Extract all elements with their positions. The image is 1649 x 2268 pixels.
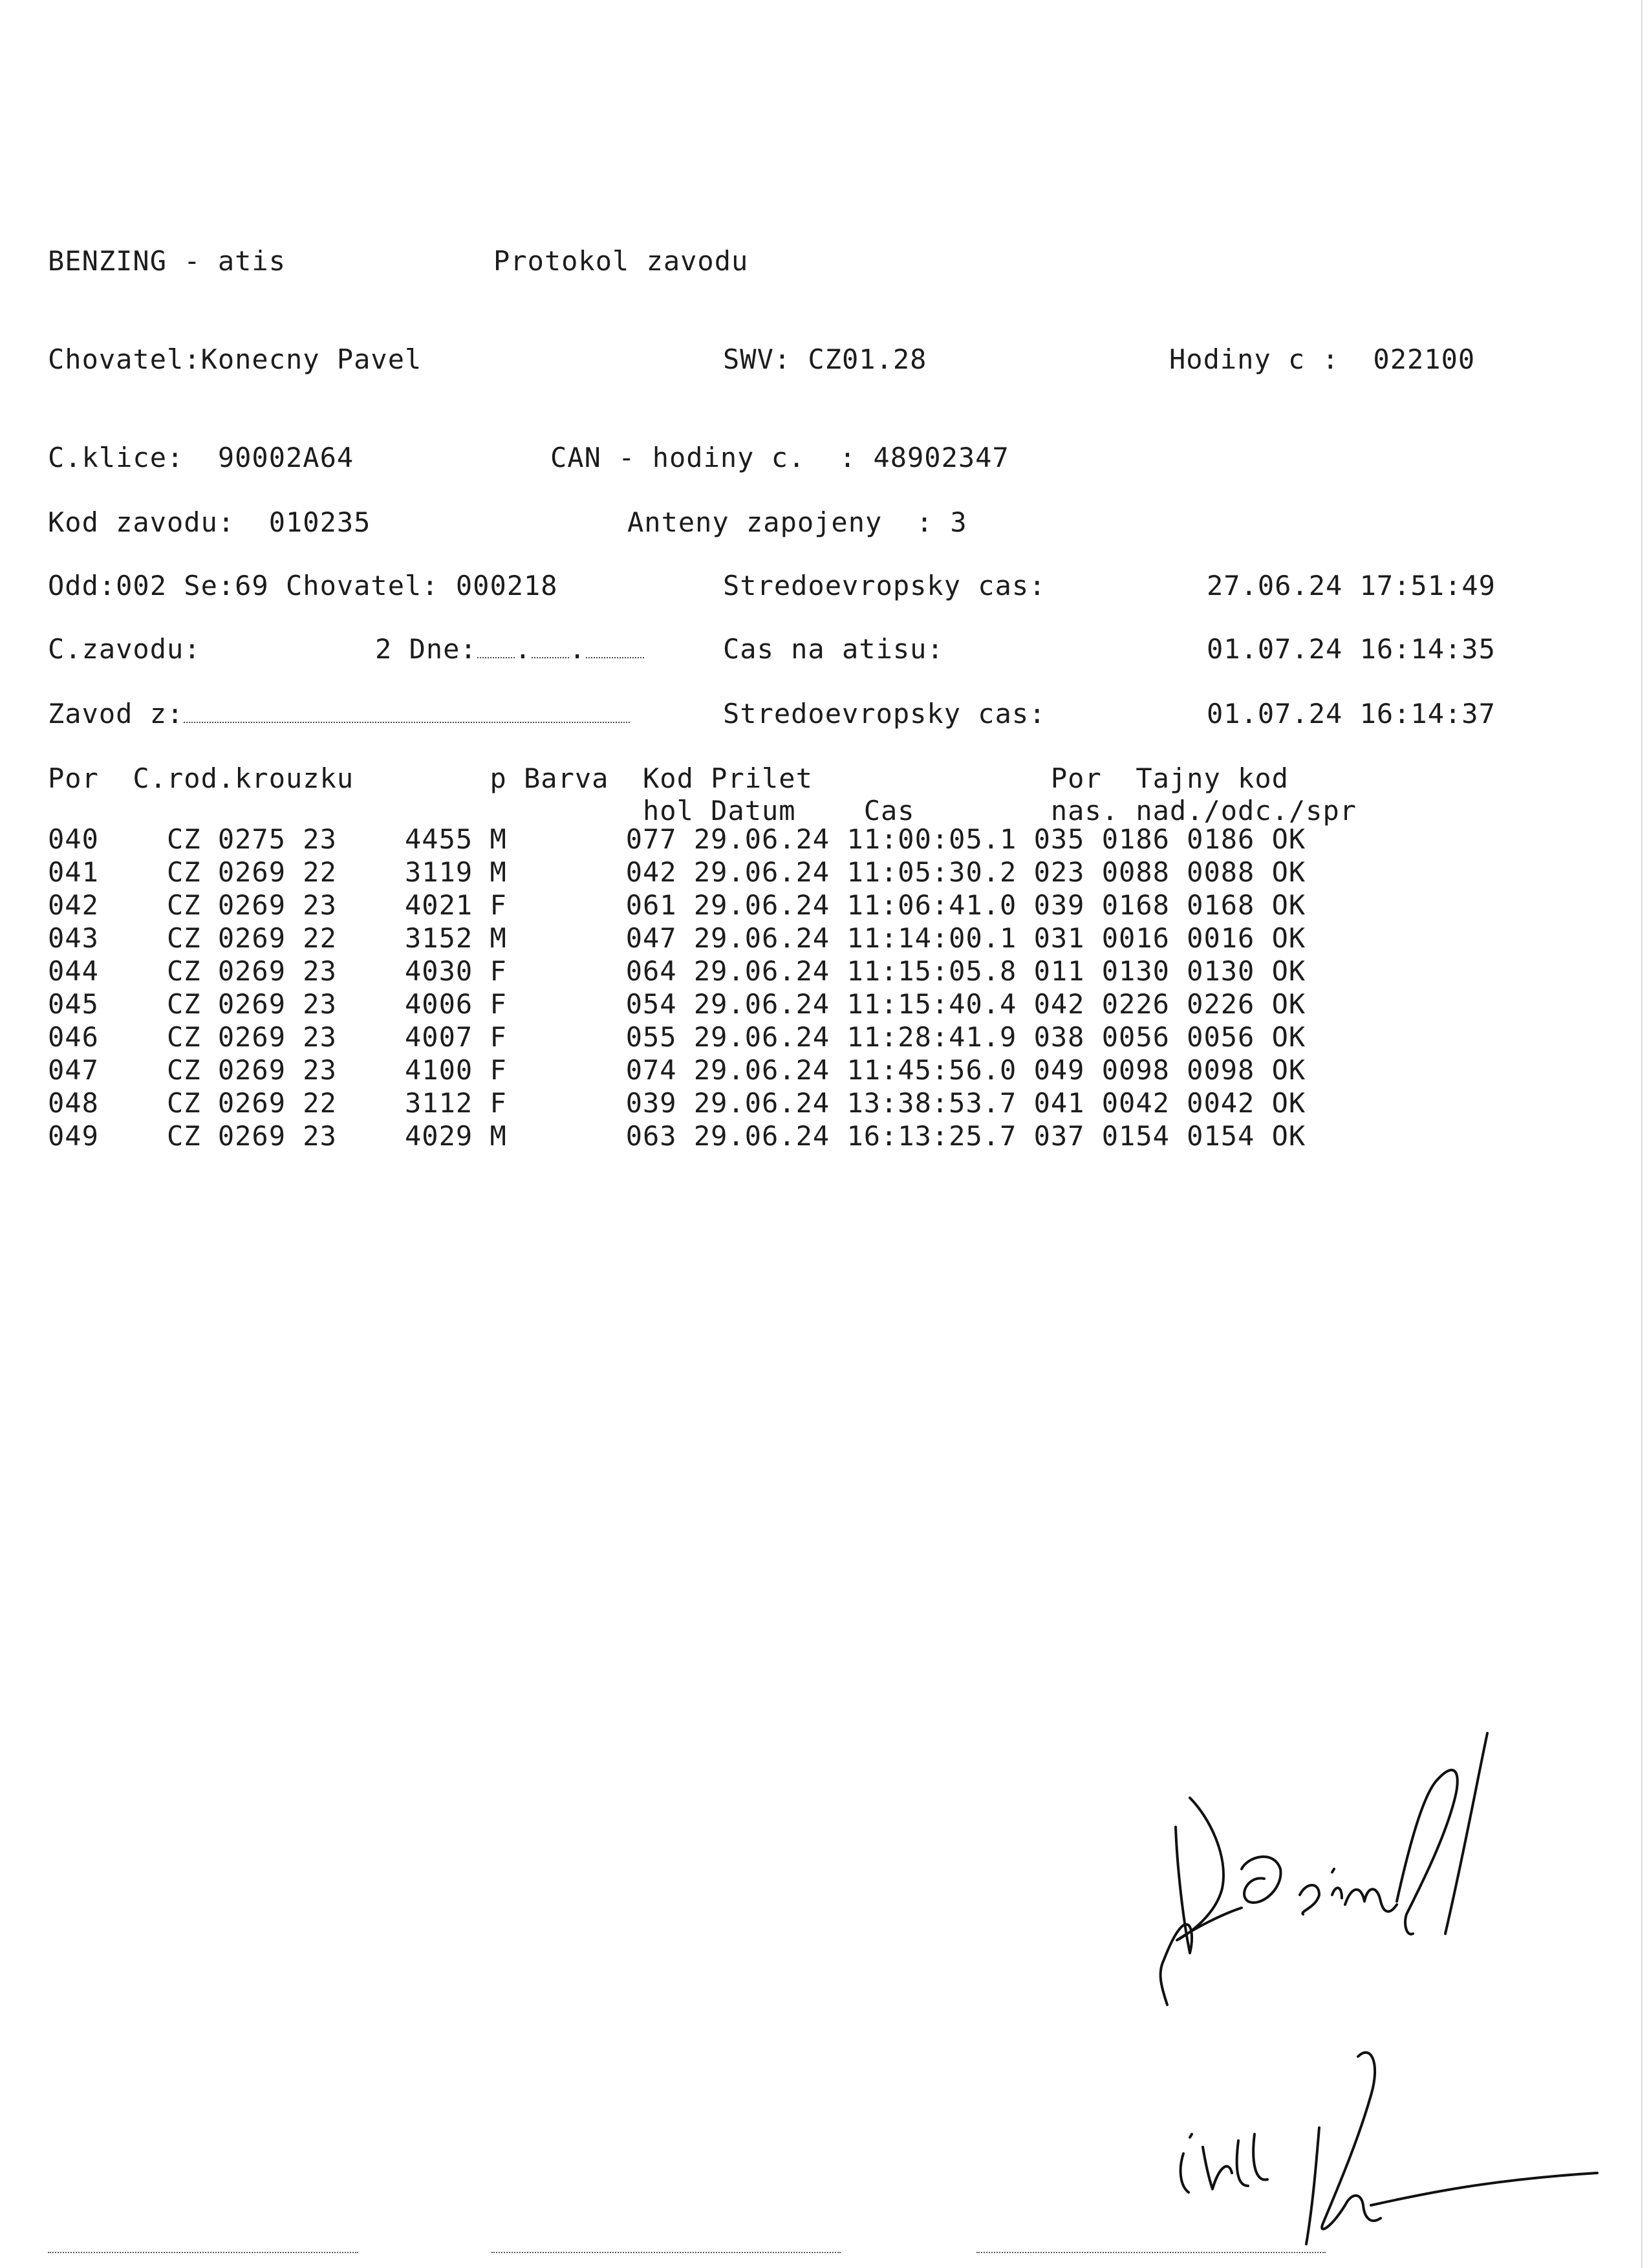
atis-time-value: 01.07.24 16:14:35 [1207, 633, 1496, 665]
race-number-label: C.zavodu: [48, 633, 201, 665]
table-row: 046 CZ 0269 23 4007 F 055 29.06.24 11:28:41.9 038 0056 0056 OK [48, 1021, 1306, 1053]
table-row: 049 CZ 0269 23 4029 M 063 29.06.24 16:13:25.7 037 0154 0154 OK [48, 1120, 1306, 1152]
system-name: BENZING - atis [48, 245, 286, 277]
signature-line-3 [976, 2252, 1326, 2253]
cet-label-1: Stredoevropsky cas: [723, 570, 1046, 601]
date-day-blank [477, 638, 515, 658]
race-code: Kod zavodu: 010235 [48, 506, 371, 538]
race-from-blank [184, 702, 630, 723]
cet-label-2: Stredoevropsky cas: [723, 698, 1046, 729]
antenna-count: Anteny zapojeny : 3 [627, 506, 967, 538]
signature-line-2 [491, 2252, 841, 2253]
table-row: 044 CZ 0269 23 4030 F 064 29.06.24 11:15:05.8 011 0130 0130 OK [48, 955, 1306, 987]
table-row: 042 CZ 0269 23 4021 F 061 29.06.24 11:06:41.0 039 0168 0168 OK [48, 889, 1306, 921]
race-from-label: Zavod z: [48, 698, 184, 729]
date-year-blank [586, 638, 644, 658]
cet-value-2: 01.07.24 16:14:37 [1207, 698, 1496, 729]
table-header-line-1: Por C.rod.krouzku p Barva Kod Prilet Por Tajny kod [48, 762, 1289, 794]
table-row: 040 CZ 0275 23 4455 M 077 29.06.24 11:00:05.1 035 0186 0186 OK [48, 823, 1306, 855]
handwritten-signature-icon [1158, 2037, 1610, 2251]
document-title: Protokol zavodu [493, 245, 749, 277]
race-number-value: 2 Dne: [375, 633, 477, 665]
can-clock-number: CAN - hodiny c. : 48902347 [550, 442, 1009, 473]
date-separator-1: . [514, 633, 532, 665]
results-table [48, 823, 1306, 1152]
table-row: 045 CZ 0269 23 4006 F 054 29.06.24 11:15:40.4 042 0226 0226 OK [48, 988, 1306, 1020]
atis-time-label: Cas na atisu: [723, 633, 944, 665]
breeder-name: Chovatel:Konecny Pavel [48, 343, 422, 375]
section-info: Odd:002 Se:69 Chovatel: 000218 [48, 570, 558, 601]
handwritten-signature-icon [1151, 1720, 1539, 2031]
cet-value-1: 27.06.24 17:51:49 [1207, 570, 1496, 601]
date-separator-2: . [569, 633, 587, 665]
table-row: 043 CZ 0269 22 3152 M 047 29.06.24 11:14:00.1 031 0016 0016 OK [48, 922, 1306, 954]
table-header-line-2: hol Datum Cas nas. nad./odc./spr [48, 795, 1357, 826]
race-number-and-date [375, 632, 644, 666]
clock-number: Hodiny c : 022100 [1169, 343, 1476, 375]
date-month-blank [532, 638, 569, 658]
table-row: 048 CZ 0269 22 3112 F 039 29.06.24 13:38:53.7 041 0042 0042 OK [48, 1087, 1306, 1119]
table-row: 041 CZ 0269 22 3119 M 042 29.06.24 11:05:30.2 023 0088 0088 OK [48, 856, 1306, 888]
table-row: 047 CZ 0269 23 4100 F 074 29.06.24 11:45:56.0 049 0098 0098 OK [48, 1054, 1306, 1086]
race-from [48, 697, 630, 731]
key-code: C.klice: 90002A64 [48, 442, 354, 473]
page-edge [1641, 0, 1649, 2268]
swv-version: SWV: CZ01.28 [723, 343, 927, 375]
signature-line-1 [48, 2252, 358, 2253]
